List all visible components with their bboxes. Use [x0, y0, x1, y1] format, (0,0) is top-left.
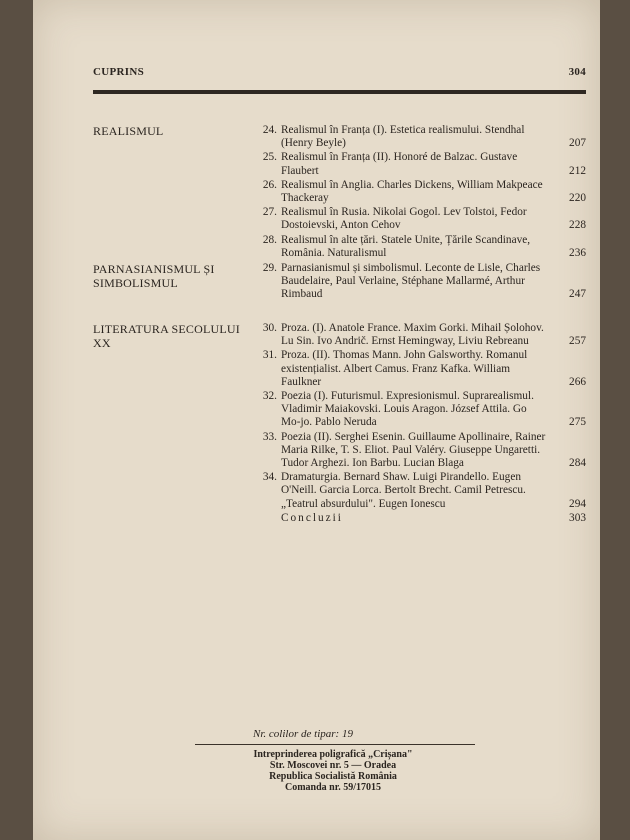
running-head-title: CUPRINS — [93, 66, 144, 78]
entry-text: Realismul în alte țări. Statele Unite, Țările Scandinave, România. Naturalismul — [281, 233, 531, 259]
entry-text: Dramaturgia. Bernard Shaw. Luigi Pirandello. Eugen O'Neill. Garcia Lorca. Bertolt Brecht. Camil Petrescu. „Teatrul absurdului". Eugen Ionescu — [281, 471, 526, 510]
section-entries — [257, 124, 586, 261]
running-head-page-number: 304 — [568, 66, 586, 78]
entry-text: Realismul în Rusia. Nikolai Gogol. Lev Tolstoi, Fedor Dostoievski, Anton Cehov — [281, 206, 527, 232]
colophon-address: Str. Moscovei nr. 5 — Oradea — [269, 760, 397, 771]
entry-number: 34. — [262, 471, 277, 484]
section-title: REALISMUL — [93, 124, 164, 138]
conclusion-label: Concluzii — [281, 511, 343, 524]
entry-text: Realismul în Franța (II). Honoré de Balzac. Gustave Flaubert — [281, 151, 518, 177]
toc-entry — [257, 151, 586, 177]
toc-entry — [257, 234, 586, 260]
entry-page: 284 — [569, 457, 586, 470]
entry-page: 207 — [569, 137, 586, 150]
section-title: PARNASIANISMUL ȘI SIMBOLISMUL — [93, 262, 215, 290]
entry-page: 228 — [569, 219, 586, 232]
entry-number: 25. — [262, 151, 277, 164]
header-rule — [93, 90, 586, 94]
entry-text: Parnasianismul și simbolismul. Leconte de Lisle, Charles Baudelaire, Paul Verlaine, Stéphane Mallarmé, Arthur Rimbaud — [281, 262, 541, 301]
entry-page: 220 — [569, 192, 586, 205]
toc-entry — [257, 322, 586, 348]
section-title: LITERATURA SECOLULUI XX — [93, 322, 240, 350]
toc-entry — [257, 206, 586, 232]
colophon-country: Republica Socialistă România — [269, 771, 397, 782]
entry-page: 247 — [569, 288, 586, 301]
toc-entry — [257, 124, 586, 150]
toc-entry — [257, 179, 586, 205]
conclusion-page: 303 — [569, 511, 586, 524]
colophon — [193, 749, 473, 793]
entry-text: Poezia (I). Futurismul. Expresionismul. Suprarealismul. Vladimir Maiakovski. Louis Aragon. József Attila. Go Mo-jo. Pablo Neruda — [281, 390, 534, 429]
entry-text: Proza. (I). Anatole France. Maxim Gorki. Mihail Șolohov. Lu Sin. Ivo Andrič. Ernst Hemingway, Liviu Rebreanu — [281, 322, 544, 348]
toc-entry — [257, 390, 586, 430]
section-entries — [257, 322, 586, 525]
entry-number: 30. — [262, 322, 277, 334]
entry-number: 24. — [262, 124, 277, 136]
entry-number: 31. — [262, 349, 277, 362]
colophon-order: Comanda nr. 59/17015 — [284, 782, 382, 793]
entry-number: 29. — [262, 262, 277, 274]
entry-page: 294 — [569, 497, 586, 510]
toc-conclusion — [281, 512, 586, 525]
entry-page: 266 — [569, 375, 586, 388]
entry-number: 27. — [262, 206, 277, 219]
colophon-printer: Intreprinderea poligrafică „Crișana" — [253, 749, 413, 760]
entry-page: 236 — [569, 246, 586, 259]
book-page — [33, 0, 600, 840]
entry-number: 33. — [262, 430, 277, 443]
entry-text: Poezia (II). Serghei Esenin. Guillaume Apollinaire, Rainer Maria Rilke, T. S. Eliot. Paul Valéry. Giuseppe Ungaretti. Tudor Arghezi. Ion Barbu. Lucian Blaga — [281, 430, 546, 470]
toc-entry — [257, 431, 586, 471]
entry-page: 257 — [569, 335, 586, 348]
colophon-rule — [195, 744, 475, 745]
entry-number: 26. — [262, 178, 277, 191]
entry-number: 32. — [262, 390, 277, 403]
entry-number: 28. — [262, 233, 277, 246]
entry-page: 212 — [569, 164, 586, 177]
entry-text: Realismul în Anglia. Charles Dickens, William Makpeace Thackeray — [281, 178, 543, 205]
entry-page: 275 — [569, 416, 586, 429]
toc-entry — [257, 349, 586, 389]
entry-text: Realismul în Franța (I). Estetica realismului. Stendhal (Henry Beyle) — [281, 124, 525, 150]
toc-entry — [257, 262, 586, 302]
toc-entry — [257, 471, 586, 511]
colophon-copies: Nr. colilor de tipar: 19 — [253, 728, 353, 740]
entry-text: Proza. (II). Thomas Mann. John Galsworthy. Romanul existențialist. Albert Camus. Franz Kafka. William Faulkner — [281, 349, 528, 388]
section-entries — [257, 262, 586, 303]
